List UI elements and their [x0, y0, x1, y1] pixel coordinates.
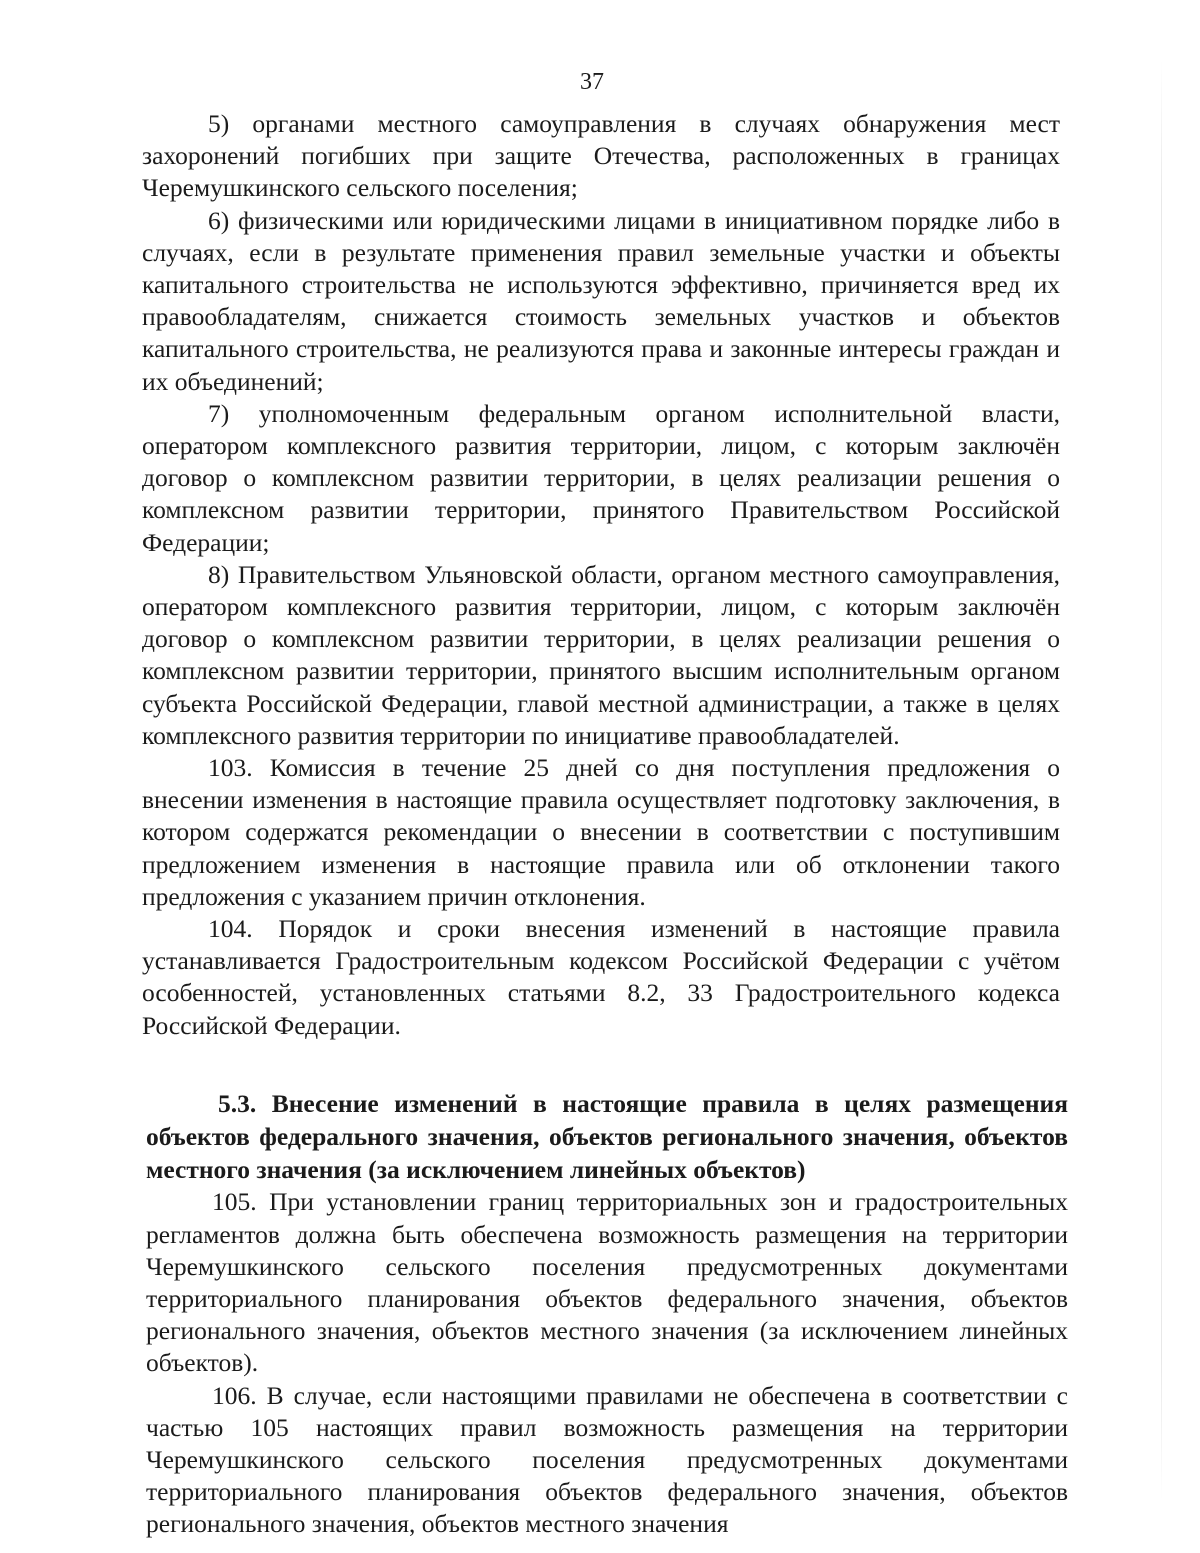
document-body-lower [146, 1088, 1068, 1541]
list-item-8: 8) Правительством Ульяновской области, органом местного самоуправления, оператором комплексного развития территории, лицом, с которым заключён договор о комплексном развитии территории, в целях реализации решения о комплексном развитии территории, принятого высшим исполнительным органом субъекта Российской Федерации, главой местной администрации, а также в целях комплексного развития территории по инициативе правообладателей. [142, 559, 1060, 750]
section-heading-5-3: 5.3. Внесение изменений в настоящие правила в целях размещения объектов федерального значения, объектов регионального значения, объектов местного значения (за исключением линейных объектов) [146, 1089, 1068, 1184]
document-body-upper [142, 108, 1060, 1042]
paragraph-103: 103. Комиссия в течение 25 дней со дня поступления предложения о внесении изменения в настоящие правила осуществляет подготовку заключения, в котором содержатся рекомендации о внесении в соответствии с поступившим предложением изменения в настоящие правила или об отклонении такого предложения с указанием причин отклонения. [142, 753, 1060, 911]
list-item-7: 7) уполномоченным федеральным органом исполнительной власти, оператором комплексного развития территории, лицом, с которым заключён договор о комплексном развитии территории, в целях реализации решения о комплексном развитии территории, принятого Правительством Российской Федерации; [142, 398, 1060, 557]
list-item-6: 6) физическими или юридическими лицами в инициативном порядке либо в случаях, если в результате применения правил земельные участки и объекты капитального строительства не используются эффективно, причиняется вред их правообладателям, снижается стоимость земельных участков и объектов капитального строительства, не реализуются права и законные интересы граждан и их объединений; [142, 205, 1060, 396]
list-item-5: 5) органами местного самоуправления в случаях обнаружения мест захоронений погибших при защите Отечества, расположенных в границах Черемушкинского сельского поселения; [142, 109, 1060, 203]
paragraph-105: 105. При установлении границ территориальных зон и градостроительных регламентов должна быть обеспечена возможность размещения на территории Черемушкинского сельского поселения предусмотренных документами территориального планирования объектов федерального значения, объектов регионального значения, объектов местного значения (за исключением линейных объектов). [146, 1187, 1068, 1378]
scan-edge-line [1161, 60, 1162, 1500]
paragraph-104: 104. Порядок и сроки внесения изменений в настоящие правила устанавливается Градостроительным кодексом Российской Федерации с учётом особенностей, установленных статьями 8.2, 33 Градостроительного кодекса Российской Федерации. [142, 914, 1060, 1040]
page-number: 37 [580, 69, 604, 95]
paragraph-106: 106. В случае, если настоящими правилами не обеспечена в соответствии с частью 105 настоящих правил возможность размещения на территории Черемушкинского сельского поселения предусмотренных документами территориального планирования объектов федерального значения, объектов регионального значения, объектов местного значения [146, 1380, 1068, 1539]
